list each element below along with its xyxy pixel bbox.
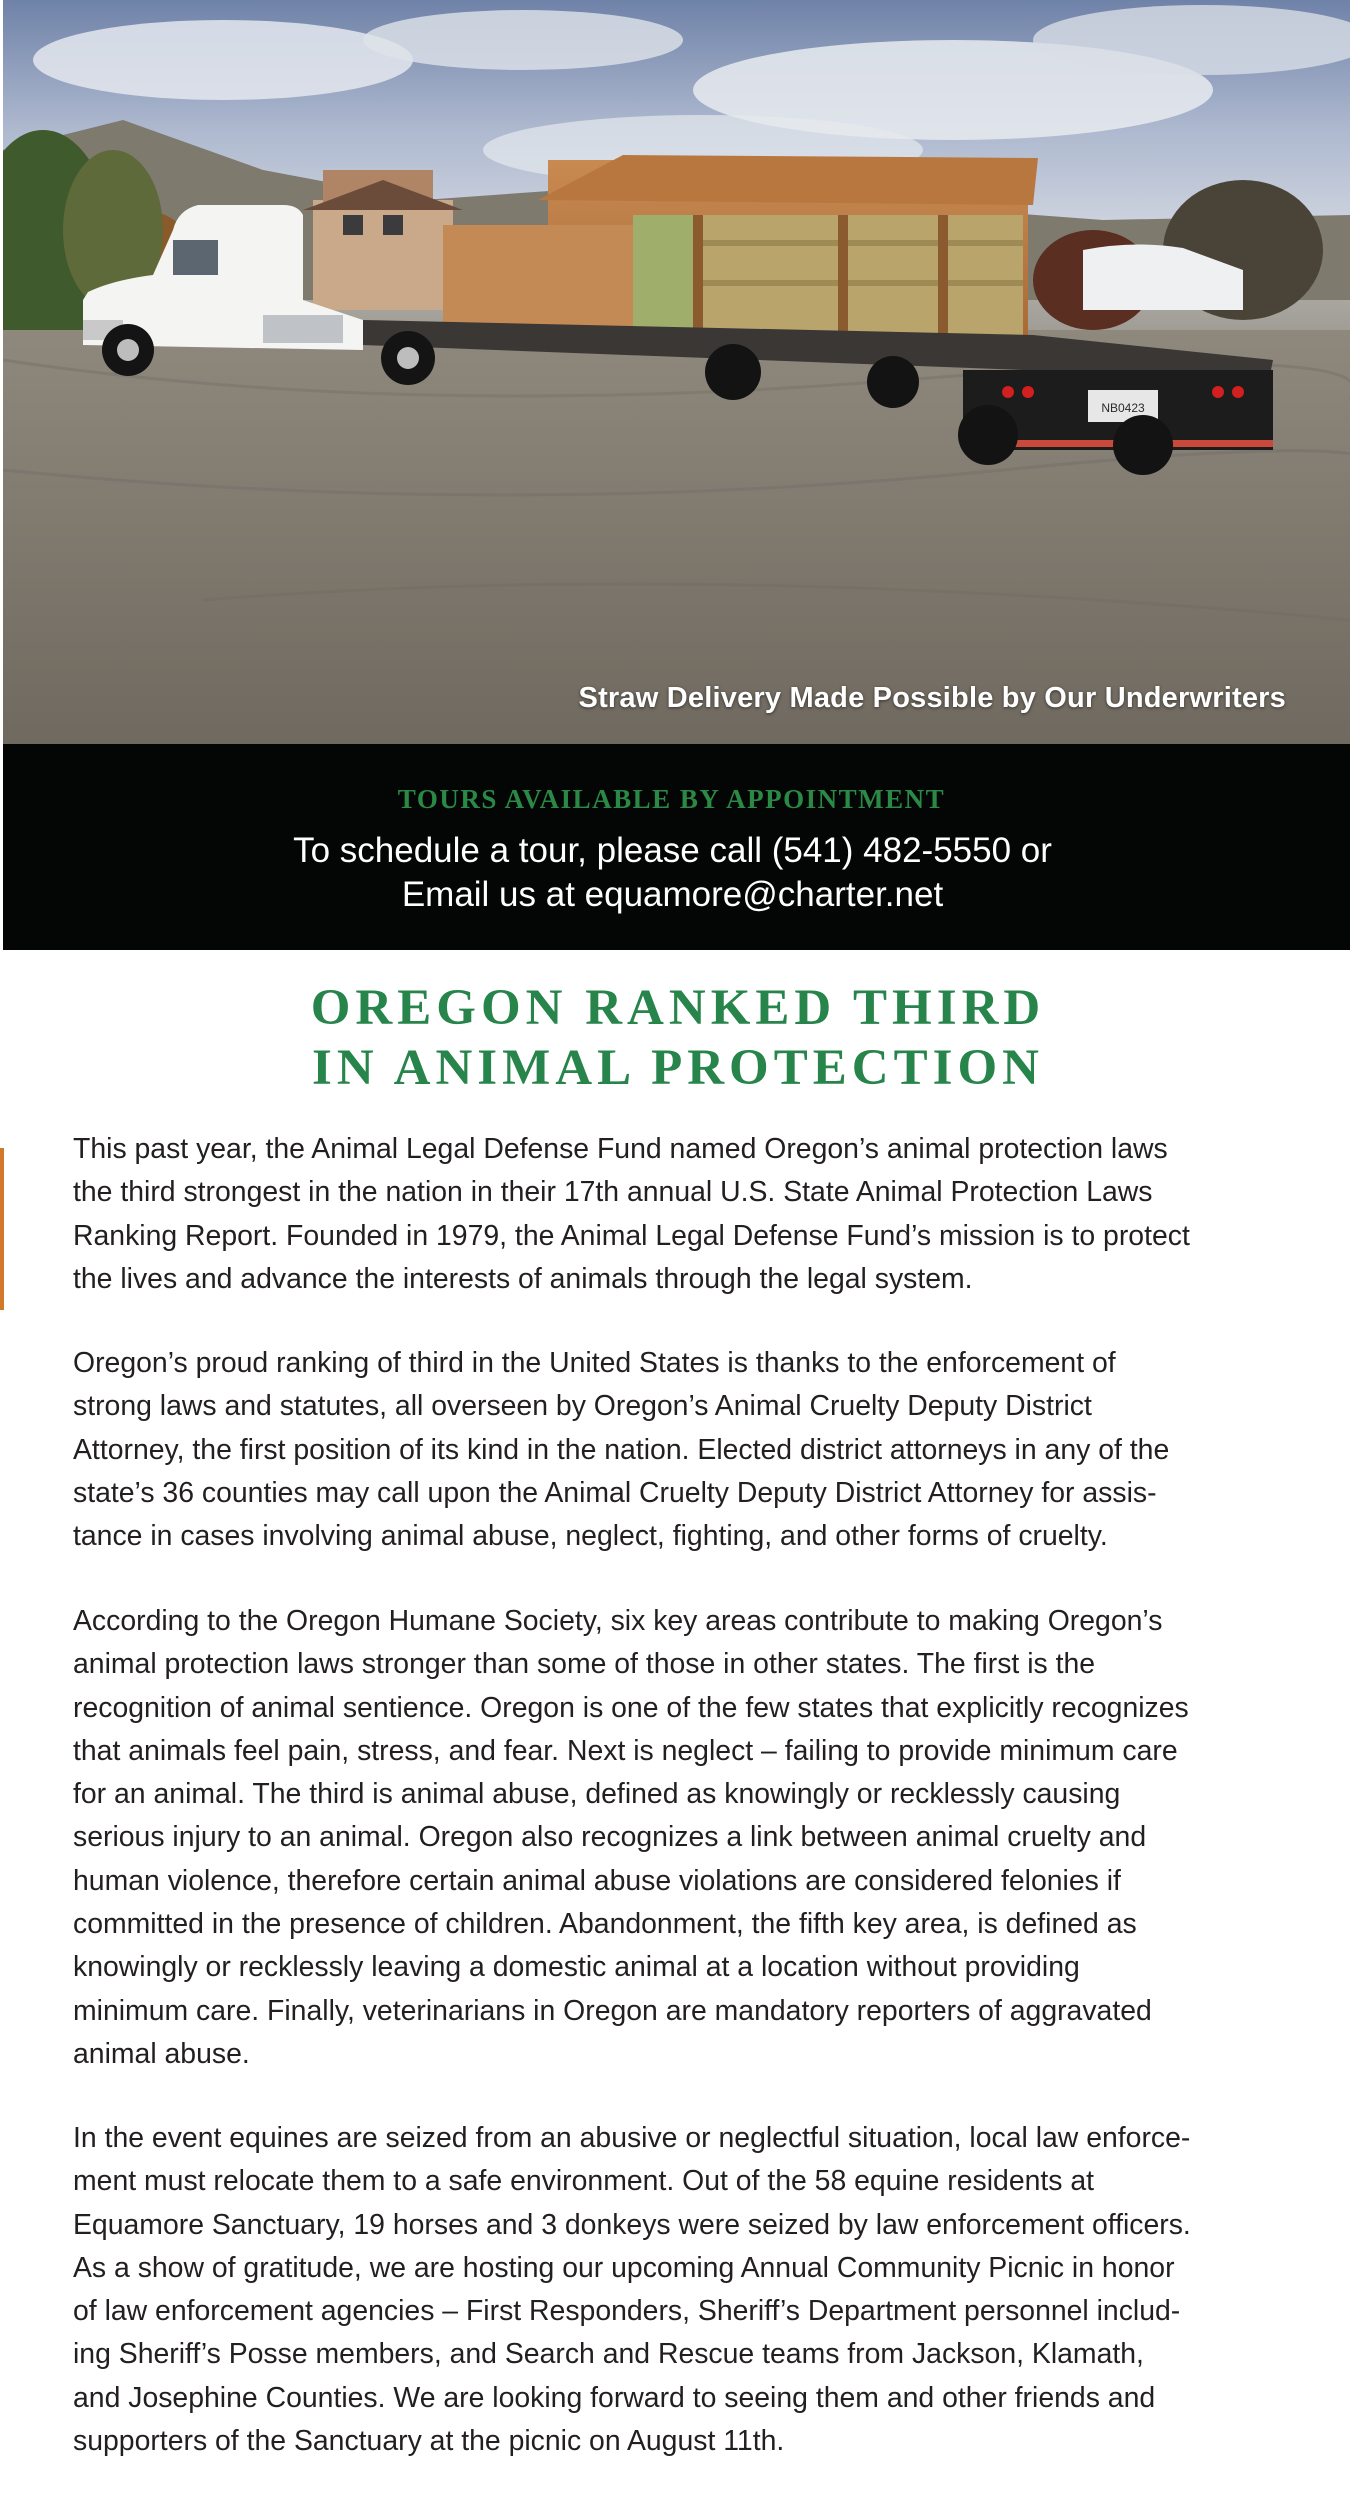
tour-banner xyxy=(3,744,1350,950)
photo-caption: Straw Delivery Made Possible by Our Underwriters xyxy=(578,682,1286,714)
truck-scene-illustration xyxy=(3,0,1350,744)
side-accent-bar xyxy=(0,1148,4,1310)
article-paragraph-3: According to the Oregon Humane Society, six key areas contribute to making Oregon’s animal protection laws stronger than some of those in other states. The first is the recognition of animal sentience. Oregon is one of the few states that explicitly recognizes that animals feel pain, stress, and fear. Next is neglect – failing to provide minimum care for an animal. The third is animal abuse, defined as knowingly or recklessly causing serious injury to an animal. Oregon also recognizes a link between animal cruelty and human violence, therefore certain animal abuse violations are considered felonies if committed in the presence of children. Abandonment, the fifth key area, is defined as knowingly or recklessly leaving a domestic animal at a location without providing minimum care. Finally, veterinarians in Oregon are mandatory reporters of aggravated animal abuse. xyxy=(73,1605,1189,2070)
article-paragraph-1: This past year, the Animal Legal Defense Fund named Oregon’s animal protection laws the third strongest in the nation in their 17th annual U.S. State Animal Protection Laws Ranking Report. Founded in 1979, the Animal Legal Defense Fund’s mission is to protect the lives and advance the interests of animals through the legal system. xyxy=(73,1133,1190,1295)
article-paragraph-2: Oregon’s proud ranking of third in the United States is thanks to the enforcement of strong laws and statutes, all overseen by Oregon’s Animal Cruelty Deputy District Attorney, the first position of its kind in the nation. Elected district attorneys in any of the state’s 36 counties may call upon the Animal Cruelty Deputy District Attorney for assis- tance in cases involving animal abuse, neglect, fighting, and other forms of cruelty. xyxy=(73,1347,1170,1553)
article-title-line-2: IN ANIMAL PROTECTION xyxy=(312,1040,1044,1096)
article-paragraph-4: In the event equines are seized from an abusive or neglectful situation, local law enforce- ment must relocate them to a safe environment. Out of the 58 equine residents at Equamore Sanctuary, 19 horses and 3 donkeys were seized by law enforcement officers. As a show of gratitude, we are hosting our upcoming Annual Community Picnic in honor of law enforcement agencies – First Responders, Sheriff’s Department personnel includ- ing Sheriff’s Posse members, and Search and Rescue teams from Jackson, Klamath, and Josephine Counties. We are looking forward to seeing them and other friends and supporters of the Sanctuary at the picnic on August 11th. xyxy=(73,2122,1191,2458)
straw-delivery-photo xyxy=(3,0,1350,744)
license-plate-text: NB0423 xyxy=(1101,401,1145,415)
tour-phone-line: To schedule a tour, please call (541) 482-5550 or xyxy=(293,831,1052,870)
article-title xyxy=(3,978,1350,1098)
article-title-line-1: OREGON RANKED THIRD xyxy=(310,980,1046,1036)
tour-heading: TOURS AVAILABLE BY APPOINTMENT xyxy=(397,784,946,814)
tour-email-line: Email us at equamore@charter.net xyxy=(401,875,944,914)
